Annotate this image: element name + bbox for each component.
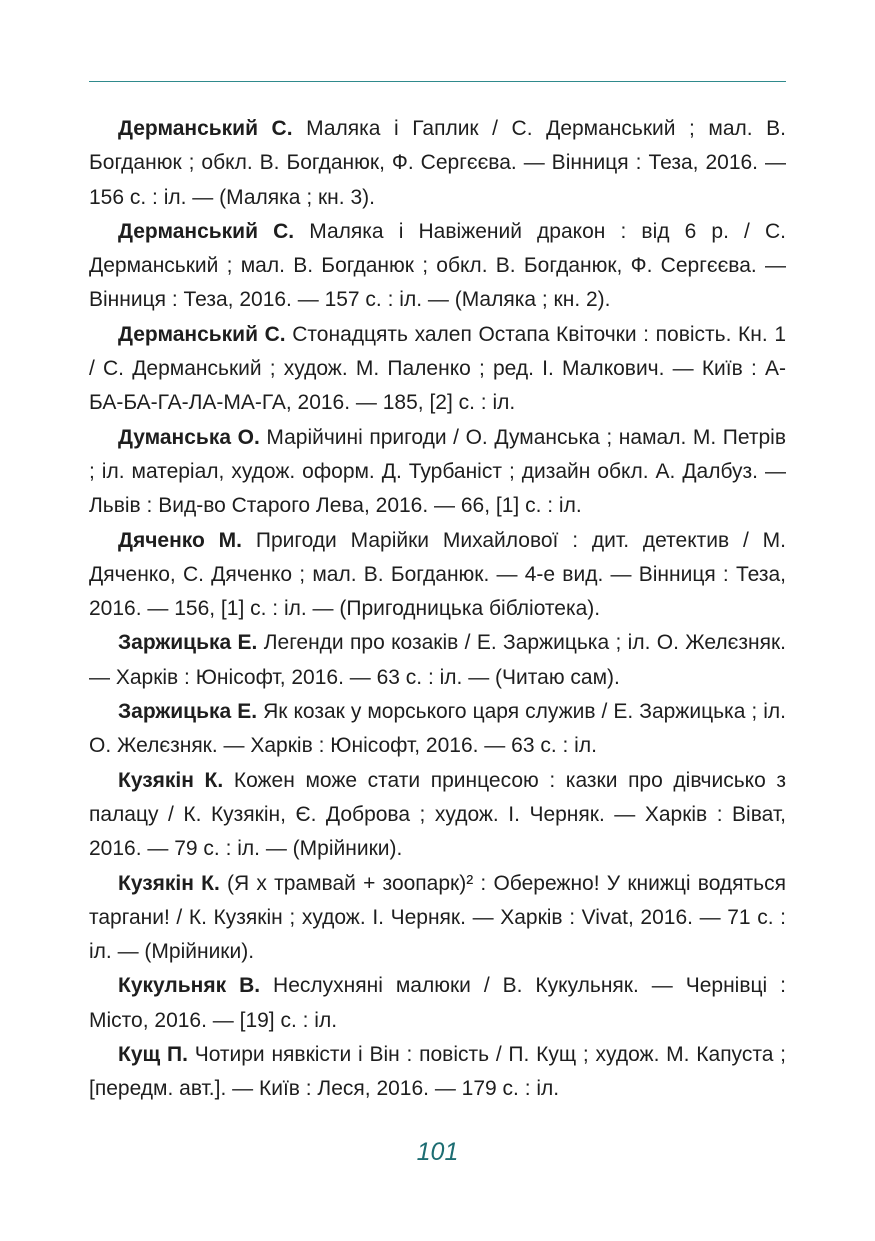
- entry-description: Стонадцять халеп Остапа Квіточки : повість. Кн. 1 / С. Дерманський ; худож. М. Паленко ; ред. І. Малкович. — Київ : А-БА-БА-ГА-ЛА-МА-ГА, 2016. — 185, [2] с. : іл.: [89, 322, 787, 415]
- entry-description: (Я х трамвай + зоопарк)² : Обережно! У книжці водяться таргани! / К. Кузякін ; худож. І. Черняк. — Харків : Vivat, 2016. — 71 с. : іл. — (Мрійники).: [89, 871, 786, 964]
- entry-description: Кожен може стати принцесою : казки про дівчисько з палацу / К. Кузякін, Є. Доброва ; худож. І. Черняк. — Харків : Віват, 2016. — 79 с. : іл. — (Мрійники).: [89, 768, 786, 861]
- entry-description: Легенди про козаків / Е. Заржицька ; іл. О. Желєзняк. — Харків : Юнісофт, 2016. — 63 с. : іл. — (Читаю сам).: [89, 631, 786, 689]
- bibliography-entry: [89, 524, 786, 627]
- bibliography-entry: [89, 421, 786, 524]
- entry-description: Маляка і Гаплик / С. Дерманський ; мал. В. Богданюк ; обкл. В. Богданюк, Ф. Сергєєва. — Вінниця : Теза, 2016. — 156 с. : іл. — (Маляка ; кн. 3).: [89, 117, 786, 209]
- entry-author: Кукульняк В.: [118, 974, 261, 998]
- entry-description: Марійчині пригоди / О. Думанська ; намал. М. Петрів ; іл. матеріал, худож. оформ. Д. Турбаніст ; дизайн обкл. А. Далбуз. — Львів : Вид-во Старого Лева, 2016. — 66, [1] с. : іл.: [89, 425, 786, 518]
- entry-author: Дерманський С.: [118, 219, 295, 243]
- header-divider: [89, 81, 786, 82]
- entry-author: Кузякін К.: [118, 768, 224, 792]
- bibliography-entry: [89, 867, 786, 970]
- entry-author: Дяченко М.: [118, 528, 243, 552]
- bibliography-entry: [89, 626, 786, 695]
- bibliography-entry: [89, 112, 786, 215]
- bibliography-entry: [89, 764, 786, 867]
- entry-description: Пригоди Марійки Михайлової : дит. детектив / М. Дяченко, С. Дяченко ; мал. В. Богданюк. — 4-е вид. — Вінниця : Теза, 2016. — 156, [1] с. : іл. — (Пригодницька бібліотека).: [89, 528, 786, 621]
- entry-author: Думанська О.: [118, 425, 260, 449]
- entry-author: Заржицька Е.: [118, 700, 258, 724]
- entry-author: Заржицька Е.: [118, 631, 258, 655]
- entry-author: Дерманський С.: [118, 117, 293, 140]
- entry-description: Чотири нявкісти і Він : повість / П. Кущ ; худож. М. Капуста ; [передм. авт.]. — Київ : Леся, 2016. — 179 с. : іл.: [89, 1043, 786, 1101]
- entry-description: Як козак у морського царя служив / Е. Заржицька ; іл. О. Желєзняк. — Харків : Юнісофт, 2016. — 63 с. : іл.: [89, 700, 786, 758]
- bibliography-list: [89, 112, 786, 1107]
- bibliography-entry: [89, 969, 786, 1038]
- entry-description: Маляка і Навіжений дракон : від 6 р. / С. Дерманський ; мал. В. Богданюк ; обкл. В. Богданюк, Ф. Сергєєва. — Вінниця : Теза, 2016. — 157 с. : іл. — (Маляка ; кн. 2).: [89, 219, 786, 312]
- bibliography-entry: [89, 215, 786, 318]
- entry-author: Кузякін К.: [118, 871, 220, 895]
- entry-author: Кущ П.: [118, 1043, 188, 1067]
- page-number: 101: [416, 1138, 459, 1166]
- entry-author: Дерманський С.: [118, 322, 286, 346]
- bibliography-entry: [89, 1038, 786, 1107]
- bibliography-entry: [89, 318, 786, 421]
- bibliography-entry: [89, 695, 786, 764]
- entry-description: Неслухняні малюки / В. Кукульняк. — Чернівці : Місто, 2016. — [19] с. : іл.: [89, 974, 786, 1032]
